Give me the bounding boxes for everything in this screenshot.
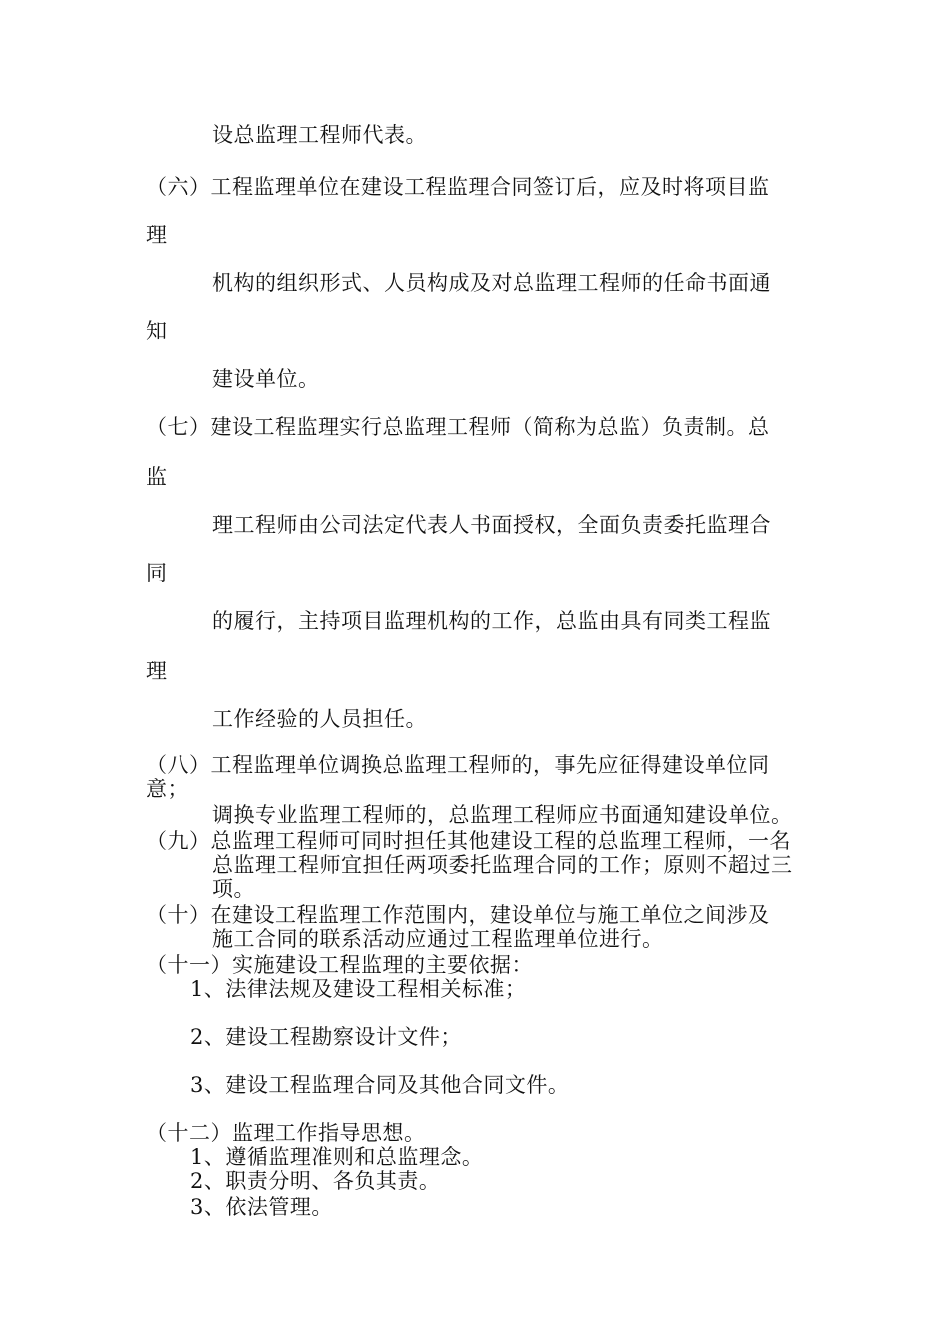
list-item: 2、建设工程勘察设计文件； (190, 1025, 462, 1049)
list-item: 3、建设工程监理合同及其他合同文件。 (190, 1073, 570, 1097)
text-line: 调换专业监理工程师的，总监理工程师应书面通知建设单位。 (212, 803, 793, 827)
text-line: 理 (146, 223, 168, 247)
text-line: 的履行，主持项目监理机构的工作，总监由具有同类工程监 (212, 609, 771, 633)
text-line: 同 (146, 561, 168, 585)
section-heading-6: （六）工程监理单位在建设工程监理合同签订后，应及时将项目监 (146, 175, 770, 199)
list-item: 1、法律法规及建设工程相关标准； (190, 977, 527, 1001)
text-line: 意； (146, 777, 189, 801)
text-line: 建设单位。 (212, 367, 320, 391)
list-item: 3、依法管理。 (190, 1195, 333, 1219)
text-line: 理 (146, 659, 168, 683)
text-line: 项。 (212, 877, 255, 901)
section-heading-8: （八）工程监理单位调换总监理工程师的，事先应征得建设单位同 (146, 753, 770, 777)
list-item: 2、职责分明、各负其责。 (190, 1169, 441, 1193)
section-heading-12: （十二）监理工作指导思想。 (146, 1121, 426, 1145)
text-line: 知 (146, 319, 168, 343)
text-line: 施工合同的联系活动应通过工程监理单位进行。 (212, 927, 664, 951)
text-line: 机构的组织形式、人员构成及对总监理工程师的任命书面通 (212, 271, 771, 295)
text-line: 设总监理工程师代表。 (212, 123, 427, 147)
text-line: 监 (146, 465, 168, 489)
text-line: 总监理工程师宜担任两项委托监理合同的工作；原则不超过三 (212, 853, 793, 877)
section-heading-10: （十）在建设工程监理工作范围内，建设单位与施工单位之间涉及 (146, 903, 770, 927)
text-line: 工作经验的人员担任。 (212, 707, 427, 731)
section-heading-9: （九）总监理工程师可同时担任其他建设工程的总监理工程师，一名 (146, 829, 791, 853)
section-heading-11: （十一）实施建设工程监理的主要依据： (146, 953, 533, 977)
list-item: 1、遵循监理准则和总监理念。 (190, 1145, 484, 1169)
section-heading-7: （七）建设工程监理实行总监理工程师（简称为总监）负责制。总 (146, 415, 770, 439)
text-line: 理工程师由公司法定代表人书面授权，全面负责委托监理合 (212, 513, 771, 537)
